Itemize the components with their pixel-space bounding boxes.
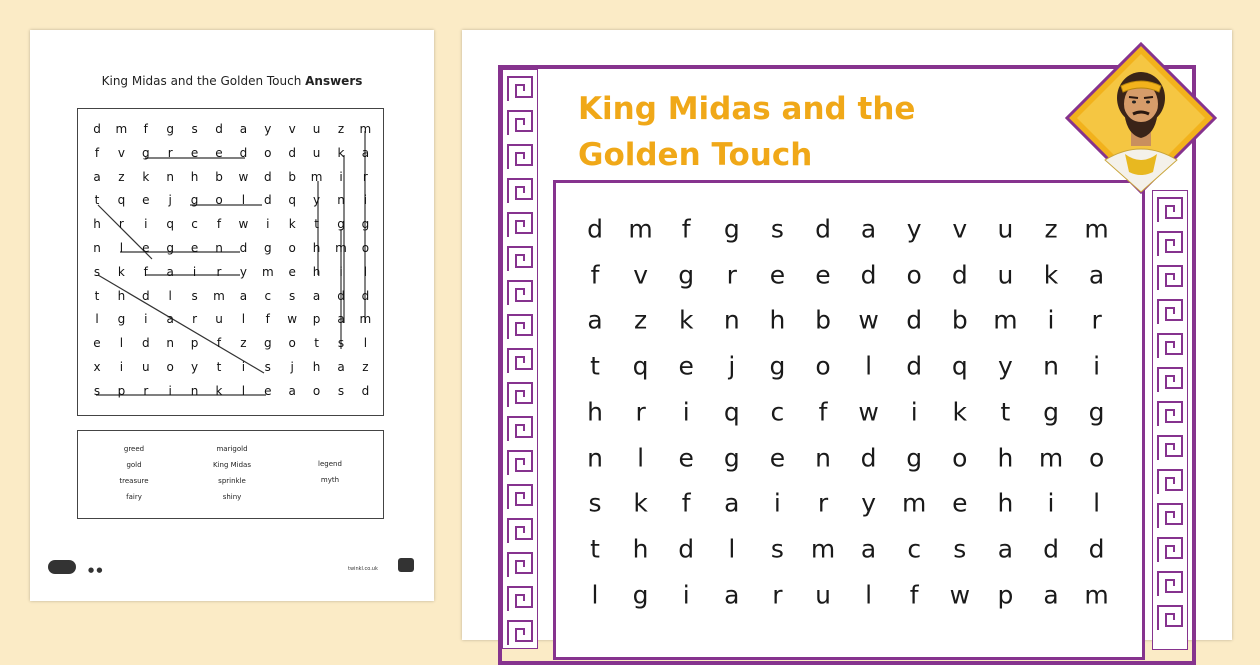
answers-grid-letter: i	[168, 383, 172, 398]
grid-letter: i	[1047, 305, 1055, 335]
answers-grid-letter: f	[216, 217, 222, 232]
king-midas-portrait-icon	[1065, 42, 1217, 194]
answers-grid-letter: t	[314, 336, 319, 351]
grid-letter: g	[1088, 397, 1105, 427]
answers-grid-letter: d	[141, 336, 150, 351]
answers-grid-letter: a	[337, 312, 345, 327]
grid-letter: g	[678, 260, 695, 290]
grid-letter: d	[951, 260, 968, 290]
answers-grid-letter: r	[362, 169, 368, 184]
answers-grid-letter: k	[142, 169, 150, 184]
answers-grid-letter: l	[119, 336, 124, 351]
grid-letter: e	[769, 443, 786, 472]
answers-grid-letter: b	[288, 169, 296, 184]
grid-letter: e	[952, 488, 968, 518]
answers-grid-letter: a	[239, 288, 248, 303]
answers-grid-letter: g	[263, 241, 272, 255]
grid-letter: e	[678, 351, 694, 381]
grid-letter: a	[587, 305, 603, 335]
grid-letter: d	[906, 305, 923, 335]
grid-letter: q	[632, 351, 649, 381]
grid-letter: i	[773, 488, 781, 518]
answers-grid-letter: e	[264, 383, 272, 398]
answers-word-item: sprinkle	[218, 477, 246, 485]
answers-grid-letter: y	[264, 122, 272, 136]
grid-letter: m	[902, 488, 927, 518]
grid-letter: t	[1000, 397, 1011, 427]
grid-letter: t	[590, 534, 600, 564]
grid-letter: s	[588, 488, 602, 518]
grid-letter: v	[952, 214, 968, 244]
grid-letter: i	[910, 397, 918, 427]
grid-letter: d	[678, 534, 695, 564]
grid-letter: e	[815, 260, 831, 290]
answers-grid-letter: y	[191, 360, 199, 374]
grid-letter: r	[817, 488, 829, 518]
grid-letter: d	[815, 214, 831, 244]
answers-grid-letter: r	[216, 264, 222, 279]
answers-grid-letter: k	[117, 264, 125, 279]
answers-grid-letter: h	[312, 264, 321, 279]
answers-grid-letter: s	[93, 264, 101, 279]
grid-letter: e	[678, 443, 694, 472]
grid-letter: l	[1093, 488, 1101, 518]
grid-letter: d	[1088, 534, 1105, 564]
answers-grid-letter: l	[95, 312, 99, 327]
grid-letter: h	[997, 488, 1014, 518]
answers-grid-letter: d	[263, 169, 272, 184]
answers-grid-letter: l	[241, 193, 246, 208]
answers-grid-letter: v	[288, 122, 296, 136]
answers-grid-letter: m	[335, 241, 347, 255]
answers-grid-letter: i	[144, 217, 148, 232]
grid-letter: d	[1043, 534, 1059, 564]
grid-letter: f	[590, 260, 600, 290]
answers-grid-letter: g	[190, 193, 199, 208]
answers-grid-letter: t	[94, 288, 100, 303]
answers-grid-letter: l	[119, 241, 124, 255]
answers-grid-letter: n	[166, 336, 174, 351]
answers-grid-letter: o	[264, 145, 272, 160]
answers-grid-letter: a	[361, 145, 370, 160]
grid-letter: u	[997, 214, 1014, 244]
grid-letter: z	[1044, 214, 1058, 244]
answers-grid-letter: i	[192, 264, 197, 279]
grid-letter: m	[810, 534, 836, 564]
answers-grid-letter: g	[141, 145, 150, 160]
answers-grid-letter: t	[314, 217, 319, 232]
answers-grid-letter: l	[241, 312, 246, 327]
answers-grid-letter: o	[312, 383, 321, 398]
answers-grid-letter: z	[118, 169, 125, 184]
answers-grid-letter: g	[263, 336, 272, 351]
grid-letter: s	[953, 534, 967, 564]
grid-letter: q	[951, 351, 968, 381]
answers-grid-letter: s	[191, 122, 198, 136]
answers-grid-letter: k	[337, 145, 345, 160]
answers-grid-letter: s	[337, 383, 345, 398]
answers-grid-letter: r	[118, 217, 124, 232]
answers-grid-letter: e	[190, 145, 199, 160]
answers-word-item: myth	[320, 476, 340, 484]
answers-grid-letter: n	[215, 241, 223, 255]
grid-letter: a	[724, 488, 740, 518]
answers-grid-letter: i	[144, 312, 148, 327]
grid-letter: k	[1043, 260, 1059, 290]
grid-letter: o	[906, 260, 922, 290]
answers-grid-letter: d	[239, 241, 248, 255]
answers-grid-letter: q	[166, 217, 174, 232]
answers-grid-letter: t	[216, 360, 222, 374]
answers-word-item: greed	[123, 445, 145, 453]
answers-grid-letter: m	[261, 264, 274, 279]
footer-website: twinkl.co.uk	[348, 566, 378, 572]
answers-grid-letter: u	[312, 122, 321, 136]
grid-letter: f	[681, 214, 691, 244]
grid-letter: o	[815, 351, 831, 381]
answers-grid-letter: s	[289, 288, 296, 303]
answers-grid-letter: n	[190, 383, 199, 398]
grid-letter: w	[949, 580, 971, 610]
footer-logo-icon	[398, 558, 414, 572]
answers-grid-letter: d	[337, 288, 345, 303]
answers-word-item: legend	[318, 460, 342, 468]
grid-letter: i	[682, 580, 690, 610]
answers-grid-letter: q	[117, 193, 126, 208]
grid-letter: m	[1084, 214, 1109, 244]
answers-grid-letter: s	[191, 288, 198, 303]
answers-grid-letter: k	[288, 217, 296, 232]
answers-grid-letter: i	[119, 360, 124, 374]
answers-grid-letter: g	[166, 122, 174, 136]
answers-grid-letter: o	[288, 241, 296, 255]
answers-grid-letter: m	[359, 122, 372, 136]
answers-grid-letter: y	[239, 264, 247, 279]
grid-letter: e	[769, 260, 786, 290]
answers-grid-letter: d	[215, 122, 223, 136]
answers-grid-letter: m	[310, 169, 323, 184]
answers-grid-letter: h	[312, 241, 321, 255]
answers-grid-letter: h	[312, 360, 321, 374]
answers-grid-letter: c	[264, 288, 272, 303]
answers-grid-letter: q	[288, 193, 296, 208]
answers-grid-letter: i	[339, 169, 343, 184]
answers-grid-letter: o	[166, 360, 174, 374]
answers-grid-letter: h	[93, 217, 101, 232]
answers-grid-letter: s	[264, 360, 271, 374]
answers-grid-letter: a	[93, 169, 101, 184]
grid-letter: k	[678, 305, 694, 335]
answers-grid-letter: g	[166, 241, 174, 255]
wordsearch-sheet	[462, 30, 1232, 640]
answers-grid-letter: a	[166, 312, 174, 327]
answers-grid-letter: f	[143, 264, 148, 279]
grid-letter: g	[906, 443, 923, 472]
grid-letter: b	[815, 305, 831, 335]
answers-grid-letter: t	[94, 193, 100, 208]
answers-grid-letter: j	[290, 360, 294, 374]
answers-grid-letter: l	[363, 264, 368, 279]
answers-grid-letter: n	[337, 193, 345, 208]
grid-letter: d	[906, 351, 923, 381]
grid-letter: o	[952, 443, 968, 472]
answers-grid-letter: m	[115, 122, 128, 136]
answers-grid-letter: e	[142, 241, 150, 255]
grid-letter: d	[587, 214, 603, 244]
answers-word-item: shiny	[222, 493, 242, 501]
grid-letter: u	[815, 580, 831, 610]
grid-letter: n	[723, 305, 740, 335]
answers-grid-letter: r	[167, 145, 173, 160]
grid-letter: n	[815, 443, 831, 472]
answers-word-item: fairy	[126, 493, 142, 501]
answers-grid-letter: e	[142, 193, 150, 208]
answers-grid-letter: a	[288, 383, 296, 398]
answers-word-item: gold	[126, 461, 142, 469]
grid-letter: u	[997, 260, 1014, 290]
grid-letter: r	[726, 260, 737, 290]
grid-letter: o	[1088, 443, 1105, 472]
answers-grid-letter: p	[117, 383, 126, 398]
answers-grid-letter: i	[339, 264, 343, 279]
grid-letter: d	[860, 260, 877, 290]
answers-grid-letter: f	[143, 122, 148, 136]
answers-grid-letter: b	[215, 169, 223, 184]
grid-letter: a	[997, 534, 1014, 564]
answers-grid-letter: a	[312, 288, 321, 303]
answers-grid-letter: f	[94, 145, 100, 160]
footer-dots: ● ●	[88, 566, 103, 574]
grid-letter: r	[772, 580, 783, 610]
grid-letter: l	[865, 580, 873, 610]
answers-grid-letter: u	[141, 360, 150, 374]
grid-letter: l	[591, 580, 599, 610]
answers-grid-letter: e	[288, 264, 296, 279]
grid-letter: h	[769, 305, 786, 335]
grid-letter: a	[1088, 260, 1105, 290]
grid-letter: i	[1047, 488, 1055, 518]
answers-grid-letter: c	[191, 217, 198, 232]
grid-letter: b	[951, 305, 968, 335]
answers-grid-letter: h	[190, 169, 199, 184]
answers-grid-letter: a	[239, 122, 248, 136]
answers-grid-letter: r	[192, 312, 198, 327]
answers-grid-letter: n	[166, 169, 174, 184]
answers-grid-letter: z	[362, 360, 369, 374]
grid-letter: c	[907, 534, 922, 564]
grid-letter: t	[590, 351, 600, 381]
grid-letter: q	[723, 397, 740, 427]
grid-letter: w	[858, 397, 879, 427]
answers-grid-letter: u	[312, 145, 321, 160]
answers-grid-letter: k	[215, 383, 223, 398]
answers-grid-letter: m	[359, 312, 372, 327]
answers-sheet	[30, 30, 434, 601]
answers-grid-letter: l	[168, 288, 172, 303]
answers-grid-letter: d	[361, 383, 370, 398]
answers-grid-letter: j	[168, 193, 172, 208]
answers-grid-letter: f	[216, 336, 222, 351]
grid-letter: f	[909, 580, 919, 610]
grid-letter: s	[770, 214, 784, 244]
grid-letter: s	[770, 534, 784, 564]
answers-grid-letter: s	[93, 383, 101, 398]
grid-letter: z	[634, 305, 648, 335]
answers-grid-letter: z	[337, 122, 345, 136]
answers-grid-letter: n	[93, 241, 101, 255]
answers-grid-letter: y	[313, 193, 321, 208]
answers-grid-letter: d	[361, 288, 370, 303]
answers-grid-letter: v	[117, 145, 125, 160]
answers-grid-letter: h	[117, 288, 126, 303]
answers-grid-letter: w	[287, 312, 298, 327]
grid-letter: h	[997, 443, 1014, 472]
answers-grid-letter: d	[288, 145, 296, 160]
answers-grid-letter: s	[337, 336, 345, 351]
answers-grid-letter: u	[215, 312, 223, 327]
twinkl-logo	[48, 560, 76, 574]
grid-letter: m	[1084, 580, 1109, 610]
answers-grid-letter: a	[337, 360, 345, 374]
grid-letter: g	[723, 214, 740, 244]
grid-letter: m	[1038, 443, 1064, 472]
answers-grid-letter: g	[117, 312, 126, 327]
answers-grid-letter: m	[213, 288, 225, 303]
answers-grid-letter: i	[363, 193, 368, 208]
grid-letter: h	[587, 397, 603, 427]
answers-grid-letter: d	[263, 193, 272, 208]
grid-letter: a	[860, 534, 877, 564]
answers-grid-letter: g	[361, 217, 370, 232]
answers-word-item: treasure	[119, 477, 149, 485]
grid-letter: y	[861, 488, 876, 518]
answers-grid-letter: o	[288, 336, 296, 351]
answers-grid-letter: x	[93, 360, 101, 374]
answers-grid-letter: o	[215, 193, 223, 208]
grid-letter: f	[681, 488, 691, 518]
answers-grid-letter: p	[190, 336, 199, 351]
grid-letter: y	[997, 351, 1013, 381]
grid-letter: g	[1043, 397, 1059, 427]
answers-grid-letter: l	[241, 383, 246, 398]
grid-letter: i	[1093, 351, 1101, 381]
answers-grid-letter: r	[143, 383, 149, 398]
answers-grid-letter: e	[190, 241, 199, 255]
title-line-2: Golden Touch	[578, 137, 813, 173]
answers-word-item: marigold	[216, 445, 248, 453]
answers-grid-letter: d	[239, 145, 248, 160]
answers-title: King Midas and the Golden Touch Answers	[101, 74, 363, 88]
answers-grid-letter: l	[363, 336, 368, 351]
answers-word-list	[77, 430, 384, 519]
answers-grid-letter: i	[241, 360, 246, 374]
answers-grid-letter: f	[265, 312, 270, 327]
grid-letter: i	[682, 397, 690, 427]
grid-letter: v	[633, 260, 648, 290]
answers-word-item: King Midas	[212, 461, 252, 469]
grid-letter: m	[993, 305, 1018, 335]
grid-letter: r	[635, 397, 646, 427]
grid-letter: k	[633, 488, 648, 518]
grid-letter: g	[632, 580, 649, 610]
grid-letter: a	[724, 580, 740, 610]
grid-letter: g	[723, 443, 740, 472]
grid-letter: w	[858, 305, 879, 335]
answers-grid-letter: a	[166, 264, 174, 279]
grid-letter: n	[1043, 351, 1059, 381]
grid-letter: l	[728, 534, 736, 564]
grid-letter: g	[769, 351, 786, 381]
answers-grid-letter: z	[240, 336, 247, 351]
grid-letter: d	[860, 443, 877, 472]
answers-grid-letter: o	[361, 241, 370, 255]
grid-letter: l	[637, 443, 645, 472]
grid-letter: j	[728, 351, 736, 381]
answers-grid-letter: i	[266, 217, 270, 232]
grid-letter: p	[997, 580, 1014, 610]
grid-letter: h	[632, 534, 649, 564]
answers-grid-letter: w	[238, 169, 249, 184]
answers-grid-letter: d	[93, 122, 101, 136]
grid-letter: y	[906, 214, 922, 244]
grid-letter: a	[860, 214, 877, 244]
grid-letter: f	[818, 397, 828, 427]
answers-letter-grid	[78, 109, 385, 417]
answers-grid-letter: e	[93, 336, 101, 351]
grid-letter: r	[1091, 305, 1102, 335]
answers-grid-letter: w	[238, 217, 249, 232]
grid-letter: c	[770, 397, 785, 427]
grid-letter: a	[1043, 580, 1059, 610]
grid-letter: m	[628, 214, 653, 244]
answers-grid-letter: d	[141, 288, 150, 303]
grid-letter: n	[587, 443, 603, 472]
answers-grid-letter: e	[215, 145, 223, 160]
grid-letter: k	[952, 397, 968, 427]
answers-grid-letter: p	[312, 312, 321, 327]
answers-grid-letter: g	[337, 217, 345, 232]
title-line-1: King Midas and the	[578, 91, 916, 127]
answers-grid-box	[77, 108, 384, 416]
grid-letter: l	[865, 351, 873, 381]
